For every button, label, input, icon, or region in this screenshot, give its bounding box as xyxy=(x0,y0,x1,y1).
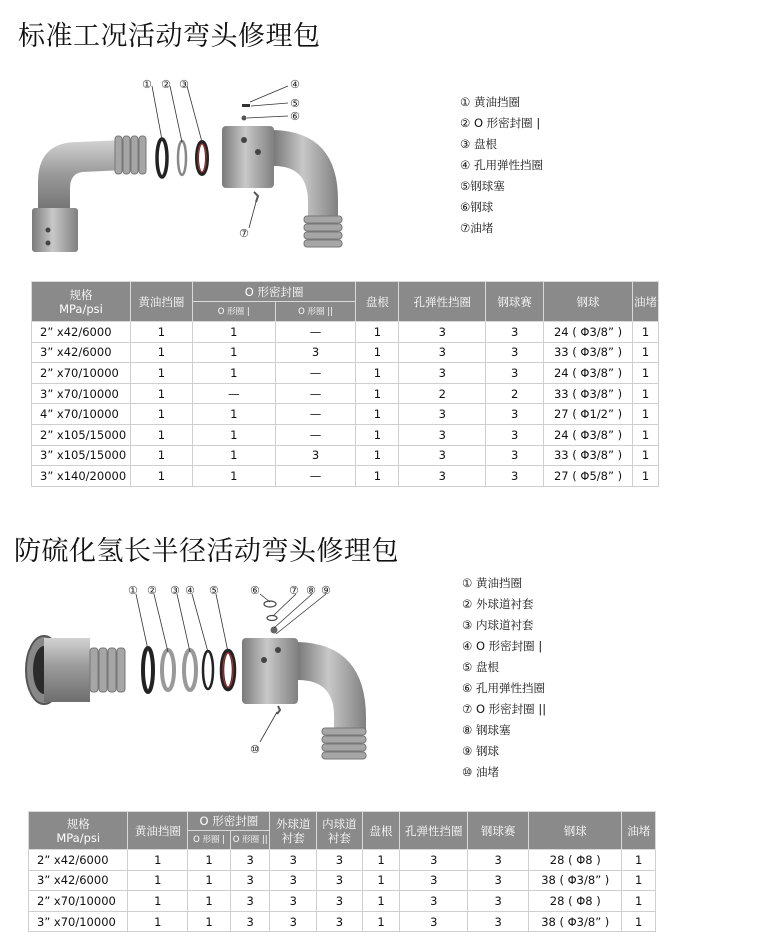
table-cell: 1 xyxy=(130,363,192,384)
table-row xyxy=(32,445,659,466)
table-cell: 24 ( Φ3/8” ) xyxy=(544,363,633,384)
callout-4: ④ xyxy=(290,78,300,91)
table-cell: 1 xyxy=(192,466,275,487)
col-grease-ring: 黄油挡圈 xyxy=(128,812,188,850)
table-cell: 24 ( Φ3/8” ) xyxy=(544,322,633,343)
table-cell: 3 xyxy=(270,891,317,912)
table-cell: — xyxy=(275,466,356,487)
table-row xyxy=(29,850,656,871)
callout-6: ⑥ xyxy=(250,584,260,597)
col-oring-1: O 形圈 | xyxy=(192,302,275,322)
table-cell: 3 xyxy=(275,445,356,466)
table-cell: 3 xyxy=(486,363,544,384)
table-cell: 3 xyxy=(399,424,486,445)
table-cell: 1 xyxy=(128,850,188,871)
table-cell: 3 xyxy=(399,363,486,384)
table-cell: 3 xyxy=(317,911,363,932)
table-cell: — xyxy=(275,363,356,384)
callout-7: ⑦ xyxy=(289,584,299,597)
table-cell: 3” x105/15000 xyxy=(32,445,131,466)
table-cell: 3 xyxy=(486,404,544,425)
table-cell: 1 xyxy=(128,870,188,891)
parts-legend-1 xyxy=(460,92,543,239)
table-cell: 3 xyxy=(317,870,363,891)
table-cell: 1 xyxy=(130,383,192,404)
section2-title: 防硫化氢长半径活动弯头修理包 xyxy=(14,536,399,567)
table-cell: — xyxy=(275,383,356,404)
table-cell: 38 ( Φ3/8” ) xyxy=(529,911,622,932)
table-cell: 1 xyxy=(632,404,658,425)
table-cell: 3 xyxy=(468,850,529,871)
table-cell: 1 xyxy=(192,404,275,425)
table-row xyxy=(29,911,656,932)
table-cell: 1 xyxy=(632,363,658,384)
swivel-joint-illustration-1 xyxy=(20,70,350,260)
table-cell: 3 xyxy=(230,911,270,932)
callout-1: ① xyxy=(142,78,152,91)
table-cell: 3 xyxy=(486,424,544,445)
table-cell: 28 ( Φ8 ) xyxy=(529,891,622,912)
table-cell: 3 xyxy=(230,870,270,891)
table-cell: 1 xyxy=(356,342,399,363)
col-ball: 钢球 xyxy=(529,812,622,850)
col-oil-plug: 油堵 xyxy=(622,812,656,850)
table-cell: 1 xyxy=(622,870,656,891)
table-cell: 2” x70/10000 xyxy=(29,891,128,912)
legend-item: ⑦油堵 xyxy=(460,221,494,235)
table-cell: 1 xyxy=(356,424,399,445)
legend-item: ⑥ 孔用弹性挡圈 xyxy=(462,681,545,695)
table-cell: 28 ( Φ8 ) xyxy=(529,850,622,871)
callout-10: ⑩ xyxy=(250,743,260,756)
table-cell: 1 xyxy=(192,322,275,343)
callout-9: ⑨ xyxy=(321,584,331,597)
legend-item: ② O 形密封圈 | xyxy=(460,116,541,130)
table-cell: 3 xyxy=(317,891,363,912)
table-cell: 2 xyxy=(486,383,544,404)
spec-table-1-body xyxy=(32,322,659,487)
table-cell: 3 xyxy=(468,911,529,932)
table-row xyxy=(32,383,659,404)
table-cell: 1 xyxy=(632,445,658,466)
legend-item: ④ 孔用弹性挡圈 xyxy=(460,158,543,172)
col-oring-1: O 形圈 | xyxy=(188,831,231,850)
table-cell: 2” x70/10000 xyxy=(32,363,131,384)
table-cell: 3 xyxy=(400,891,468,912)
table-cell: 3 xyxy=(270,911,317,932)
legend-item: ⑨ 钢球 xyxy=(462,744,499,758)
legend-item: ⑤钢球塞 xyxy=(460,179,505,193)
table-cell: 3 xyxy=(468,891,529,912)
table-cell: 1 xyxy=(188,850,231,871)
callout-5: ⑤ xyxy=(290,97,300,110)
table-cell: 1 xyxy=(362,850,400,871)
table-cell: 2” x105/15000 xyxy=(32,424,131,445)
table-cell: 33 ( Φ3/8” ) xyxy=(544,445,633,466)
callout-1: ① xyxy=(128,584,138,597)
table-cell: 2” x42/6000 xyxy=(32,322,131,343)
table-cell: 1 xyxy=(192,363,275,384)
callout-7: ⑦ xyxy=(239,227,249,240)
table-cell: 3” x42/6000 xyxy=(32,342,131,363)
col-oring: O 形密封圈 xyxy=(188,812,270,831)
table-cell: 3 xyxy=(399,322,486,343)
table-cell: 1 xyxy=(632,424,658,445)
table-row xyxy=(32,424,659,445)
table-row xyxy=(32,404,659,425)
table-cell: 3 xyxy=(400,911,468,932)
col-spec: 规格 MPa/psi xyxy=(32,282,131,322)
legend-item: ⑩ 油堵 xyxy=(462,765,499,779)
table-cell: 3” x140/20000 xyxy=(32,466,131,487)
callout-2: ② xyxy=(147,584,157,597)
legend-item: ④ O 形密封圈 | xyxy=(462,639,543,653)
swivel-joint-illustration-2 xyxy=(20,578,370,768)
table-cell: — xyxy=(275,424,356,445)
table-cell: 3 xyxy=(486,466,544,487)
col-packing: 盘根 xyxy=(362,812,400,850)
callout-8: ⑧ xyxy=(306,584,316,597)
col-oring-2: O 形圈 || xyxy=(230,831,270,850)
legend-item: ③ 盘根 xyxy=(460,137,497,151)
col-inner-bushing: 内球道衬套 xyxy=(317,812,363,850)
legend-item: ⑧ 钢球塞 xyxy=(462,723,511,737)
table-row xyxy=(32,322,659,343)
table-cell: 1 xyxy=(192,342,275,363)
table-cell: 1 xyxy=(622,850,656,871)
table-cell: 1 xyxy=(130,466,192,487)
table-cell: 38 ( Φ3/8” ) xyxy=(529,870,622,891)
callout-3: ③ xyxy=(170,584,180,597)
spec-table-2 xyxy=(28,811,656,932)
legend-item: ① 黄油挡圈 xyxy=(462,576,522,590)
table-cell: 3 xyxy=(486,322,544,343)
table-cell: 3 xyxy=(400,870,468,891)
table-row xyxy=(32,466,659,487)
table-cell: 3 xyxy=(270,850,317,871)
table-cell: 3” x42/6000 xyxy=(29,870,128,891)
col-snap-ring: 孔弹性挡圈 xyxy=(399,282,486,322)
spec-table-2-body xyxy=(29,850,656,932)
table-cell: 1 xyxy=(128,891,188,912)
table-cell: 1 xyxy=(356,383,399,404)
table-cell: 3 xyxy=(486,445,544,466)
col-oring: O 形密封圈 xyxy=(192,282,356,302)
table-cell: 2 xyxy=(399,383,486,404)
table-cell: 1 xyxy=(188,870,231,891)
callout-2: ② xyxy=(161,78,171,91)
col-outer-bushing: 外球道衬套 xyxy=(270,812,317,850)
col-ball-plug: 钢球赛 xyxy=(468,812,529,850)
table-cell: 1 xyxy=(356,404,399,425)
spec-table-1 xyxy=(31,281,659,487)
legend-item: ⑥钢球 xyxy=(460,200,494,214)
table-cell: 1 xyxy=(622,911,656,932)
table-cell: 1 xyxy=(192,424,275,445)
table-cell: 3 xyxy=(399,466,486,487)
table-cell: 1 xyxy=(130,322,192,343)
table-cell: 1 xyxy=(362,911,400,932)
col-packing: 盘根 xyxy=(356,282,399,322)
table-cell: 27 ( Φ1/2” ) xyxy=(544,404,633,425)
table-cell: 1 xyxy=(356,363,399,384)
table-cell: 3 xyxy=(230,891,270,912)
table-cell: — xyxy=(275,322,356,343)
callout-4: ④ xyxy=(185,584,195,597)
col-oring-2: O 形圈 || xyxy=(275,302,356,322)
legend-item: ② 外球道衬套 xyxy=(462,597,534,611)
table-cell: 27 ( Φ5/8” ) xyxy=(544,466,633,487)
table-cell: 24 ( Φ3/8” ) xyxy=(544,424,633,445)
table-cell: 3 xyxy=(468,870,529,891)
table-cell: 3 xyxy=(486,342,544,363)
table-cell: 1 xyxy=(356,445,399,466)
table-cell: 1 xyxy=(632,342,658,363)
table-cell: 3” x70/10000 xyxy=(32,383,131,404)
table-cell: 33 ( Φ3/8” ) xyxy=(544,383,633,404)
table-cell: 1 xyxy=(622,891,656,912)
table-cell: 3 xyxy=(400,850,468,871)
table-cell: 1 xyxy=(192,445,275,466)
legend-item: ⑦ O 形密封圈 || xyxy=(462,702,547,716)
table-row xyxy=(29,891,656,912)
table-cell: 3 xyxy=(270,870,317,891)
table-cell: 1 xyxy=(362,891,400,912)
table-cell: — xyxy=(192,383,275,404)
col-snap-ring: 孔弹性挡圈 xyxy=(400,812,468,850)
table-cell: 4” x70/10000 xyxy=(32,404,131,425)
col-ball: 钢球 xyxy=(544,282,633,322)
col-oil-plug: 油堵 xyxy=(632,282,658,322)
table-cell: 3 xyxy=(399,342,486,363)
section1-title: 标准工况活动弯头修理包 xyxy=(18,21,321,52)
table-cell: 3 xyxy=(317,850,363,871)
table-cell: 1 xyxy=(356,322,399,343)
col-grease-ring: 黄油挡圈 xyxy=(130,282,192,322)
callout-6: ⑥ xyxy=(290,110,300,123)
table-row xyxy=(32,342,659,363)
legend-item: ⑤ 盘根 xyxy=(462,660,499,674)
callout-3: ③ xyxy=(179,78,189,91)
table-cell: 3 xyxy=(399,404,486,425)
table-cell: 1 xyxy=(356,466,399,487)
legend-item: ① 黄油挡圈 xyxy=(460,95,520,109)
table-cell: 1 xyxy=(130,342,192,363)
table-cell: 1 xyxy=(130,404,192,425)
table-cell: 3 xyxy=(275,342,356,363)
table-cell: 1 xyxy=(632,322,658,343)
table-row xyxy=(32,363,659,384)
table-cell: 1 xyxy=(128,911,188,932)
table-cell: 3 xyxy=(399,445,486,466)
table-cell: 3 xyxy=(230,850,270,871)
table-row xyxy=(29,870,656,891)
parts-legend-2 xyxy=(462,573,546,783)
table-cell: 33 ( Φ3/8” ) xyxy=(544,342,633,363)
table-cell: 1 xyxy=(362,870,400,891)
table-cell: 1 xyxy=(632,466,658,487)
callout-5: ⑤ xyxy=(209,584,219,597)
col-spec: 规格 MPa/psi xyxy=(29,812,128,850)
col-ball-plug: 钢球赛 xyxy=(486,282,544,322)
table-cell: 1 xyxy=(632,383,658,404)
table-cell: — xyxy=(275,404,356,425)
table-cell: 2” x42/6000 xyxy=(29,850,128,871)
table-cell: 1 xyxy=(130,424,192,445)
legend-item: ③ 内球道衬套 xyxy=(462,618,534,632)
table-cell: 3” x70/10000 xyxy=(29,911,128,932)
table-cell: 1 xyxy=(188,891,231,912)
table-cell: 1 xyxy=(188,911,231,932)
table-cell: 1 xyxy=(130,445,192,466)
